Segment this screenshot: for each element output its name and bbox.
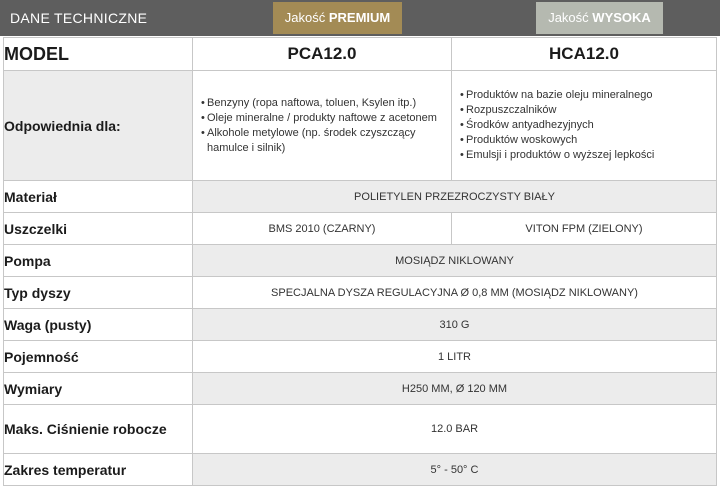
- seals-a: BMS 2010 (CZARNY): [193, 213, 452, 245]
- capacity-label: Pojemność: [4, 341, 193, 373]
- temperature-label: Zakres temperatur: [4, 454, 193, 486]
- seals-row: [4, 213, 717, 245]
- high-prefix: Jakość: [548, 10, 589, 25]
- model-a: PCA12.0: [193, 38, 452, 71]
- list-item: • Produktów woskowych: [460, 133, 716, 148]
- premium-prefix: Jakość: [284, 10, 326, 25]
- seals-label: Uszczelki: [4, 213, 193, 245]
- header-bar: [0, 0, 720, 36]
- suitable-a-list: [193, 96, 451, 156]
- material-label: Materiał: [4, 181, 193, 213]
- material-value: POLIETYLEN PRZEZROCZYSTY BIAŁY: [193, 181, 717, 213]
- pressure-label: Maks. Ciśnienie robocze: [4, 405, 193, 454]
- temperature-value: 5° - 50° C: [193, 454, 717, 486]
- suitable-row: [4, 71, 717, 181]
- capacity-row: [4, 341, 717, 373]
- model-row: [4, 38, 717, 71]
- suitable-label: Odpowiednia dla:: [4, 71, 193, 181]
- suitable-b-cell: [452, 71, 717, 181]
- list-item: • Rozpuszczalników: [460, 103, 716, 118]
- list-item: • Środków antyadhezyjnych: [460, 118, 716, 133]
- premium-quality-badge: [273, 2, 402, 34]
- weight-value: 310 G: [193, 309, 717, 341]
- list-item: • Produktów na bazie oleju mineralnego: [460, 88, 716, 103]
- dimensions-value: H250 MM, Ø 120 MM: [193, 373, 717, 405]
- high-label: WYSOKA: [592, 10, 651, 25]
- pump-row: [4, 245, 717, 277]
- seals-b: VITON FPM (ZIELONY): [452, 213, 717, 245]
- nozzle-value: SPECJALNA DYSZA REGULACYJNA Ø 0,8 MM (MOSIĄDZ NIKLOWANY): [193, 277, 717, 309]
- premium-label: PREMIUM: [328, 10, 391, 25]
- weight-row: [4, 309, 717, 341]
- list-item: • Oleje mineralne / produkty naftowe z acetonem: [201, 111, 451, 126]
- dimensions-label: Wymiary: [4, 373, 193, 405]
- pump-value: MOSIĄDZ NIKLOWANY: [193, 245, 717, 277]
- nozzle-row: [4, 277, 717, 309]
- pressure-row: [4, 405, 717, 454]
- model-label: MODEL: [4, 38, 193, 71]
- section-title: DANE TECHNICZNE: [10, 10, 148, 26]
- list-item: • Emulsji i produktów o wyższej lepkości: [460, 148, 716, 163]
- suitable-b-list: [452, 88, 716, 163]
- suitable-a-cell: [193, 71, 452, 181]
- weight-label: Waga (pusty): [4, 309, 193, 341]
- dimensions-row: [4, 373, 717, 405]
- material-row: [4, 181, 717, 213]
- pump-label: Pompa: [4, 245, 193, 277]
- temperature-row: [4, 454, 717, 486]
- spec-table: [3, 37, 717, 486]
- nozzle-label: Typ dyszy: [4, 277, 193, 309]
- pressure-value: 12.0 BAR: [193, 405, 717, 454]
- high-quality-badge: [536, 2, 663, 34]
- capacity-value: 1 LITR: [193, 341, 717, 373]
- list-item: • Alkohole metylowe (np. środek czyszczący hamulce i silnik): [201, 126, 451, 156]
- list-item: • Benzyny (ropa naftowa, toluen, Ksylen itp.): [201, 96, 451, 111]
- model-b: HCA12.0: [452, 38, 717, 71]
